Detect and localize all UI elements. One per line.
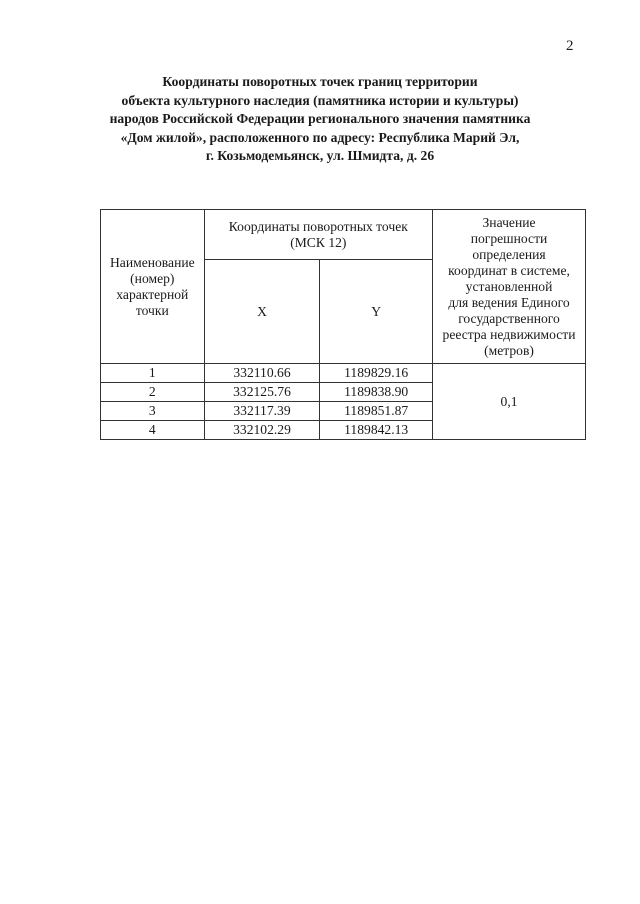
cell-x: 332110.66 <box>204 364 320 383</box>
header-point-name: Наименование (номер) характерной точки <box>101 210 205 364</box>
coordinates-table <box>100 209 586 440</box>
cell-x: 332117.39 <box>204 402 320 421</box>
cell-y: 1189851.87 <box>320 402 433 421</box>
cell-x: 332102.29 <box>204 421 320 440</box>
title-line-3: народов Российской Федерации регионального значения памятника <box>109 111 531 127</box>
table-row <box>101 364 586 383</box>
document-title <box>0 73 640 166</box>
header-accuracy: Значение погрешности определения координат в системе, установленной для ведения Единого государственного реестра недвижимости (метров) <box>433 210 586 364</box>
cell-y: 1189842.13 <box>320 421 433 440</box>
cell-point-number: 2 <box>101 383 205 402</box>
cell-point-number: 3 <box>101 402 205 421</box>
title-line-5: г. Козьмодемьянск, ул. Шмидта, д. 26 <box>205 148 435 164</box>
page-number: 2 <box>566 38 574 54</box>
cell-point-number: 4 <box>101 421 205 440</box>
title-line-1: Координаты поворотных точек границ территории <box>162 74 478 89</box>
header-x: X <box>204 260 320 364</box>
cell-y: 1189829.16 <box>320 364 433 383</box>
cell-point-number: 1 <box>101 364 205 383</box>
cell-x: 332125.76 <box>204 383 320 402</box>
title-line-4: «Дом жилой», расположенного по адресу: Республика Марий Эл, <box>120 129 520 145</box>
cell-y: 1189838.90 <box>320 383 433 402</box>
table-header-row <box>101 210 586 260</box>
header-y: Y <box>320 260 433 364</box>
title-line-2: объекта культурного наследия (памятника истории и культуры) <box>121 92 519 108</box>
header-coordinates: Координаты поворотных точек (МСК 12) <box>204 210 432 260</box>
cell-accuracy-value: 0,1 <box>433 364 586 440</box>
